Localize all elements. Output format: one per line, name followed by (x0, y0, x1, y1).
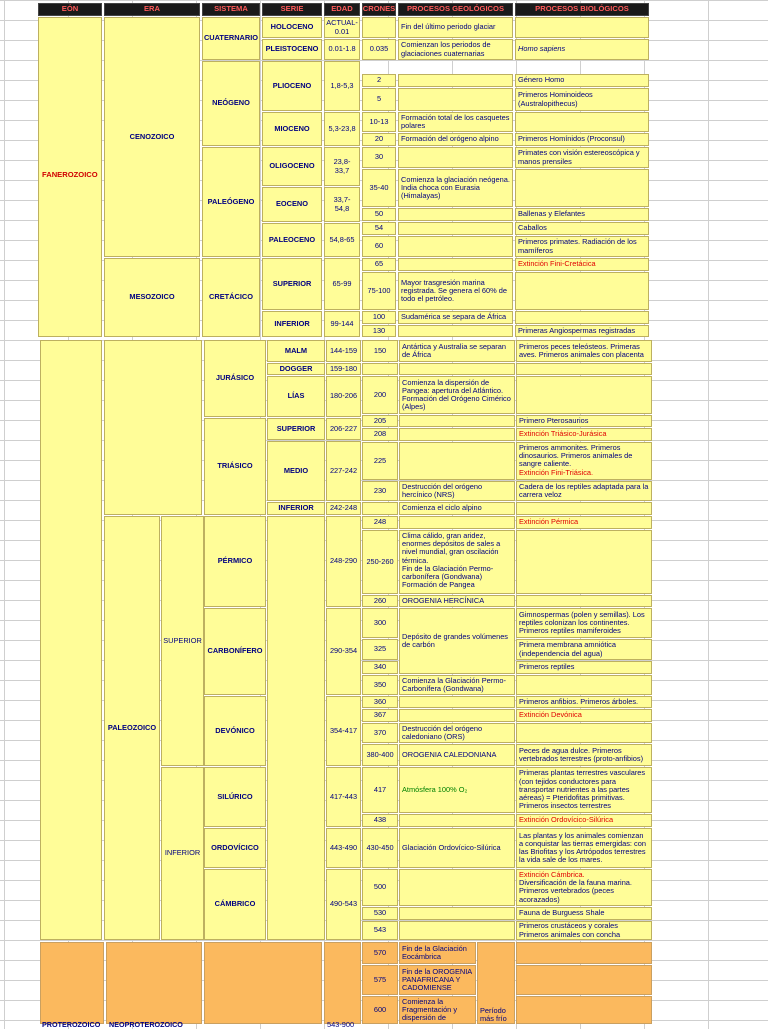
bio-cell (516, 502, 652, 515)
geo-cell: Antártica y Australia se separan de África (399, 340, 515, 362)
header-era: ERA (104, 3, 200, 16)
bio-diversificacion: Diversificación de la fauna marina. Primeros vertebrados (peces acorazados) (519, 878, 632, 904)
header-serie: SERIE (262, 3, 322, 16)
crones-cell: 2 (362, 74, 396, 87)
paleozoico-superior: SUPERIOR (161, 516, 204, 766)
system-cuaternario: CUATERNARIO (202, 17, 260, 60)
system-triasico: TRIÁSICO (204, 418, 266, 515)
geo-cell (399, 709, 515, 722)
crones-cell: 430-450 (362, 828, 398, 868)
series-mioceno: MIOCENO (262, 112, 322, 146)
eon-block (38, 17, 102, 337)
bio-cell (516, 363, 652, 375)
crones-cell: 100 (362, 311, 396, 324)
header-edad: EDAD (324, 3, 360, 16)
eon-proterozoico-block (40, 942, 104, 1029)
age-cretacico-inferior: 99-144 (324, 311, 360, 337)
era-mesozoico-continued (104, 340, 202, 515)
crones-cell: 575 (362, 965, 398, 995)
crones-cell: 130 (362, 325, 396, 337)
geo-cell: Sudamérica se separa de África (398, 311, 513, 324)
age-holoceno: ACTUAL- 0.01 (324, 17, 360, 38)
age-lias: 180-206 (326, 376, 361, 417)
series-triasico-medio: MEDIO (267, 441, 325, 501)
crones-cell: 150 (362, 340, 398, 362)
crones-cell: 340 (362, 661, 398, 674)
system-jurasico: JURÁSICO (204, 340, 266, 417)
crones-cell: 300 (362, 608, 398, 638)
geo-cell: Glaciación Ordovícico-Silúrica (399, 828, 515, 868)
geo-cell (399, 428, 515, 441)
era-paleozoico: PALEOZOICO (104, 516, 160, 940)
geo-cell: Formación del orógeno alpino (398, 133, 513, 146)
age-cretacico-superior: 65-99 (324, 258, 360, 310)
header-procesos-biologicos: PROCESOS BIOLÓGICOS (515, 3, 649, 16)
crones-cell: 260 (362, 595, 398, 607)
geo-periodo-frio-block (477, 942, 515, 1024)
crones-cell: 380-400 (362, 744, 398, 766)
bio-cell: Extinción Pérmica (516, 516, 652, 529)
crones-cell: 250-260 (362, 530, 398, 594)
system-empty-orange (204, 942, 322, 1024)
bio-cell: Primates con visión estereoscópica y manos prensiles (515, 147, 649, 168)
geo-cell (398, 258, 513, 271)
geo-cell (398, 325, 513, 337)
bio-cell (516, 530, 652, 594)
crones-cell (362, 363, 398, 375)
system-neogeno: NEÓGENO (202, 61, 260, 146)
bio-cell: Primeros Hominoideos (Australopithecus) (515, 88, 649, 111)
geo-cell: Comienza la glaciación neógena. India choca con Eurasia (Himalayas) (398, 169, 513, 207)
crones-cell: 205 (362, 415, 398, 427)
bio-cell: Cadera de los reptiles adaptada para la carrera veloz (516, 481, 652, 501)
bio-cell: Extinción Ordovícico-Silúrica (516, 814, 652, 827)
geo-permico-clima: Clima cálido, gran aridez, enormes depósitos de sales a nivel mundial, gran oscilación térmica. (402, 531, 501, 565)
system-silurico: SILÚRICO (204, 767, 266, 827)
system-devonico: DEVÓNICO (204, 696, 266, 766)
series-cretacico-superior: SUPERIOR (262, 258, 322, 310)
series-paleoceno: PALEOCENO (262, 223, 322, 257)
geo-cell (399, 442, 515, 480)
system-permico: PÉRMICO (204, 516, 266, 607)
bio-cell (515, 272, 649, 310)
system-carbonifero: CARBONÍFERO (204, 608, 266, 695)
geo-cell: Comienza la Glaciación Permo-Carbonífera (Gondwana) (399, 675, 515, 695)
bio-cell: Peces de agua dulce. Primeros vertebrados terrestres (proto-anfibios) (516, 744, 652, 766)
series-plioceno: PLIOCENO (262, 61, 322, 111)
bio-cell (516, 595, 652, 607)
geo-cell: Destrucción del orógeno hercínico (NRS) (399, 481, 515, 501)
crones-cell: 60 (362, 236, 396, 257)
bio-ext-cambrica: Extinción Cámbrica. (519, 870, 585, 879)
geo-cell: Comienza la dispersión de Pangea: apertura del Atlántico. Formación del Orógeno Cimérico (Alpes) (399, 376, 515, 414)
age-silurico: 417-443 (326, 767, 361, 827)
crones-cell (362, 17, 396, 38)
bio-cell: Primero Pterosaurios (516, 415, 652, 427)
age-triasico-superior: 206-227 (326, 418, 361, 440)
age-dogger: 159-180 (326, 363, 361, 375)
series-triasico-inferior: INFERIOR (267, 502, 325, 515)
system-cretacico: CRETÁCICO (202, 258, 260, 337)
geo-cell (398, 208, 513, 221)
age-triasico-medio: 227-242 (326, 441, 361, 501)
bio-cell (516, 376, 652, 414)
crones-cell: 600 (362, 996, 398, 1024)
crones-cell: 225 (362, 442, 398, 480)
bio-cell: Primeras plantas terrestres vasculares (con tejidos conductores para transportar nutrientes a las partes aéreas) = Pteridofitas primitivas. Primeros insectos terrestres (516, 767, 652, 813)
crones-cell: 230 (362, 481, 398, 501)
bio-cell: Extinción Fini-Cretácica (515, 258, 649, 271)
geo-cell (399, 415, 515, 427)
geo-cell: OROGENIA CALEDONIANA (399, 744, 515, 766)
bio-cell: Primeras Angiospermas registradas (515, 325, 649, 337)
bio-cell: Extinción Triásico-Jurásica (516, 428, 652, 441)
crones-cell: 50 (362, 208, 396, 221)
crones-cell: 248 (362, 516, 398, 529)
series-dogger: DOGGER (267, 363, 325, 375)
eon-block-continued (40, 340, 102, 940)
header-eon: EÓN (38, 3, 102, 16)
crones-cell: 370 (362, 723, 398, 743)
bio-cell (516, 965, 652, 995)
crones-cell: 20 (362, 133, 396, 146)
age-mioceno: 5,3-23,8 (324, 112, 360, 146)
crones-cell: 438 (362, 814, 398, 827)
age-pleistoceno: 0.01-1.8 (324, 39, 360, 60)
bio-cell: Primeros reptiles (516, 661, 652, 674)
age-eoceno: 33,7-54,8 (324, 187, 360, 222)
bio-cell: Gimnospermas (polen y semillas). Los reptiles colonizan los continentes. Primeros reptiles mamiferoides (516, 608, 652, 638)
geo-cell (399, 814, 515, 827)
age-malm: 144-159 (326, 340, 361, 362)
bio-cell: Ballenas y Elefantes (515, 208, 649, 221)
bio-cell (516, 675, 652, 695)
geo-cell: Fin de la OROGENIA PANAFRICANA Y CADOMIENSE (399, 965, 476, 995)
crones-cell: 500 (362, 869, 398, 906)
geo-cell (398, 74, 513, 87)
bio-cell (515, 17, 649, 38)
series-triasico-superior: SUPERIOR (267, 418, 325, 440)
era-cenozoico: CENOZOICO (104, 17, 200, 257)
age-permico: 248-290 (326, 516, 361, 607)
crones-cell: 325 (362, 639, 398, 660)
bio-cell: Género Homo (515, 74, 649, 87)
geo-cell (399, 869, 515, 906)
crones-cell: 65 (362, 258, 396, 271)
age-paleoceno: 54,8-65 (324, 223, 360, 257)
geo-cell (399, 363, 515, 375)
crones-cell: 30 (362, 147, 396, 168)
geo-cell: Mayor trasgresión marina registrada. Se genera el 60% de todo el petróleo. (398, 272, 513, 310)
bio-cell (516, 723, 652, 743)
series-cretacico-inferior: INFERIOR (262, 311, 322, 337)
eon-fanerozoico: FANEROZOICO (42, 170, 98, 179)
crones-cell: 208 (362, 428, 398, 441)
eon-proterozoico: PROTEROZOICO (42, 1020, 101, 1029)
bio-ammonites: Primeros ammonites. Primeros dinosaurios. Primeros animales de sangre caliente. (519, 443, 633, 469)
age-neoproterozoico: 543-900 (327, 1020, 355, 1029)
geo-cell: Depósito de grandes volúmenes de carbón (399, 608, 515, 674)
age-ordovicico: 443-490 (326, 828, 361, 868)
system-ordovicico: ORDOVÍCICO (204, 828, 266, 868)
bio-cell (515, 169, 649, 207)
crones-cell: 570 (362, 942, 398, 964)
bio-cell: Caballos (515, 222, 649, 235)
era-neoproterozoico-block (106, 942, 202, 1029)
geo-permo-fin: Fin de la Glaciación Permo-carbonífera (Gondwana) (402, 563, 494, 582)
geo-cell: Fin de la Glaciación Eocámbrica (399, 942, 476, 964)
age-triasico-inferior: 242-248 (326, 502, 361, 515)
bio-cell: Homo sapiens (515, 39, 649, 60)
crones-cell: 360 (362, 696, 398, 708)
crones-cell: 0.035 (362, 39, 396, 60)
series-holoceno: HOLOCENO (262, 17, 322, 38)
geo-cell (399, 696, 515, 708)
bio-cell: Primeros primates. Radiación de los mamíferos (515, 236, 649, 257)
crones-cell: 200 (362, 376, 398, 414)
series-eoceno: EOCENO (262, 187, 322, 222)
bio-cell (516, 996, 652, 1024)
crones-cell: 35-40 (362, 169, 396, 207)
paleozoico-inferior: INFERIOR (161, 767, 204, 940)
crones-cell: 75-100 (362, 272, 396, 310)
series-oligoceno: OLIGOCENO (262, 147, 322, 186)
series-empty (267, 516, 325, 940)
geo-cell (399, 907, 515, 920)
bio-periodo-frio: Período más frío (480, 1006, 507, 1024)
crones-cell: 530 (362, 907, 398, 920)
bio-cell-ammonites (516, 442, 652, 480)
bio-cell: Primeros peces teleósteos. Primeras aves. Primeros animales con placenta (516, 340, 652, 362)
crones-cell: 54 (362, 222, 396, 235)
geo-cell: Formación total de los casquetes polares (398, 112, 513, 132)
bio-cell (515, 112, 649, 132)
age-oligoceno: 23,8-33,7 (324, 147, 360, 186)
bio-cell: Primeros crustáceos y corales Primeros animales con concha (516, 921, 652, 940)
system-cambrico: CÁMBRICO (204, 869, 266, 940)
crones-cell: 417 (362, 767, 398, 813)
geo-cell (398, 88, 513, 111)
bio-cell: Primera membrana amniótica (independencia del agua) (516, 639, 652, 660)
system-paleogeno: PALEÓGENO (202, 147, 260, 257)
crones-cell: 350 (362, 675, 398, 695)
geo-cell: Atmósfera 100% O₂ (399, 767, 515, 813)
crones-cell: 10-13 (362, 112, 396, 132)
geo-cell: Comienza la Fragmentación y dispersión de (399, 996, 476, 1024)
geo-cell: Destrucción del orógeno caledoniano (ORS) (399, 723, 515, 743)
geo-cell: Comienza el ciclo alpino (399, 502, 515, 515)
era-mesozoico: MESOZOICO (104, 258, 200, 337)
bio-cell: Primeros Homínidos (Proconsul) (515, 133, 649, 146)
crones-cell: 5 (362, 88, 396, 111)
geo-pangea-form: Formación de Pangea (402, 580, 475, 590)
age-plioceno: 1,8-5,3 (324, 61, 360, 111)
age-neoproterozoico-block (324, 942, 361, 1029)
bio-cell: Primeros anfibios. Primeros árboles. (516, 696, 652, 708)
geo-cell: Fin del último periodo glaciar (398, 17, 513, 38)
geo-cell (398, 236, 513, 257)
header-sistema: SISTEMA (202, 3, 260, 16)
bio-cell: Fauna de Burguess Shale (516, 907, 652, 920)
crones-cell: 367 (362, 709, 398, 722)
crones-cell: 543 (362, 921, 398, 940)
geo-cell (399, 516, 515, 529)
header-procesos-geologicos: PROCESOS GEOLÓGICOS (398, 3, 513, 16)
geo-cell: Comienzan los periodos de glaciaciones cuaternarias (398, 39, 513, 60)
series-pleistoceno: PLEISTOCENO (262, 39, 322, 60)
bio-cell-cambrico (516, 869, 652, 906)
era-neoproterozoico: NEOPROTEROZOICO (109, 1020, 183, 1029)
geo-cell: OROGENIA HERCÍNICA (399, 595, 515, 607)
crones-cell (362, 502, 398, 515)
geo-cell (398, 222, 513, 235)
series-malm: MALM (267, 340, 325, 362)
geo-cell-permico (399, 530, 515, 594)
geo-cell (398, 147, 513, 168)
bio-cell (516, 942, 652, 964)
age-carbonifero: 290-354 (326, 608, 361, 695)
bio-cell (515, 311, 649, 324)
series-lias: LÍAS (267, 376, 325, 417)
age-devonico: 354-417 (326, 696, 361, 766)
bio-cell: Las plantas y los animales comienzan a conquistar las tierras emergidas: con las Briofitas y los Artrópodos terrestres la vida sale de los mares. (516, 828, 652, 868)
header-crones: CRONES (362, 3, 396, 16)
age-cambrico: 490-543 (326, 869, 361, 940)
geo-cell (399, 921, 515, 940)
bio-ext-fini-triasica: Extinción Fini-Triásica. (519, 467, 594, 477)
bio-cell: Extinción Devónica (516, 709, 652, 722)
